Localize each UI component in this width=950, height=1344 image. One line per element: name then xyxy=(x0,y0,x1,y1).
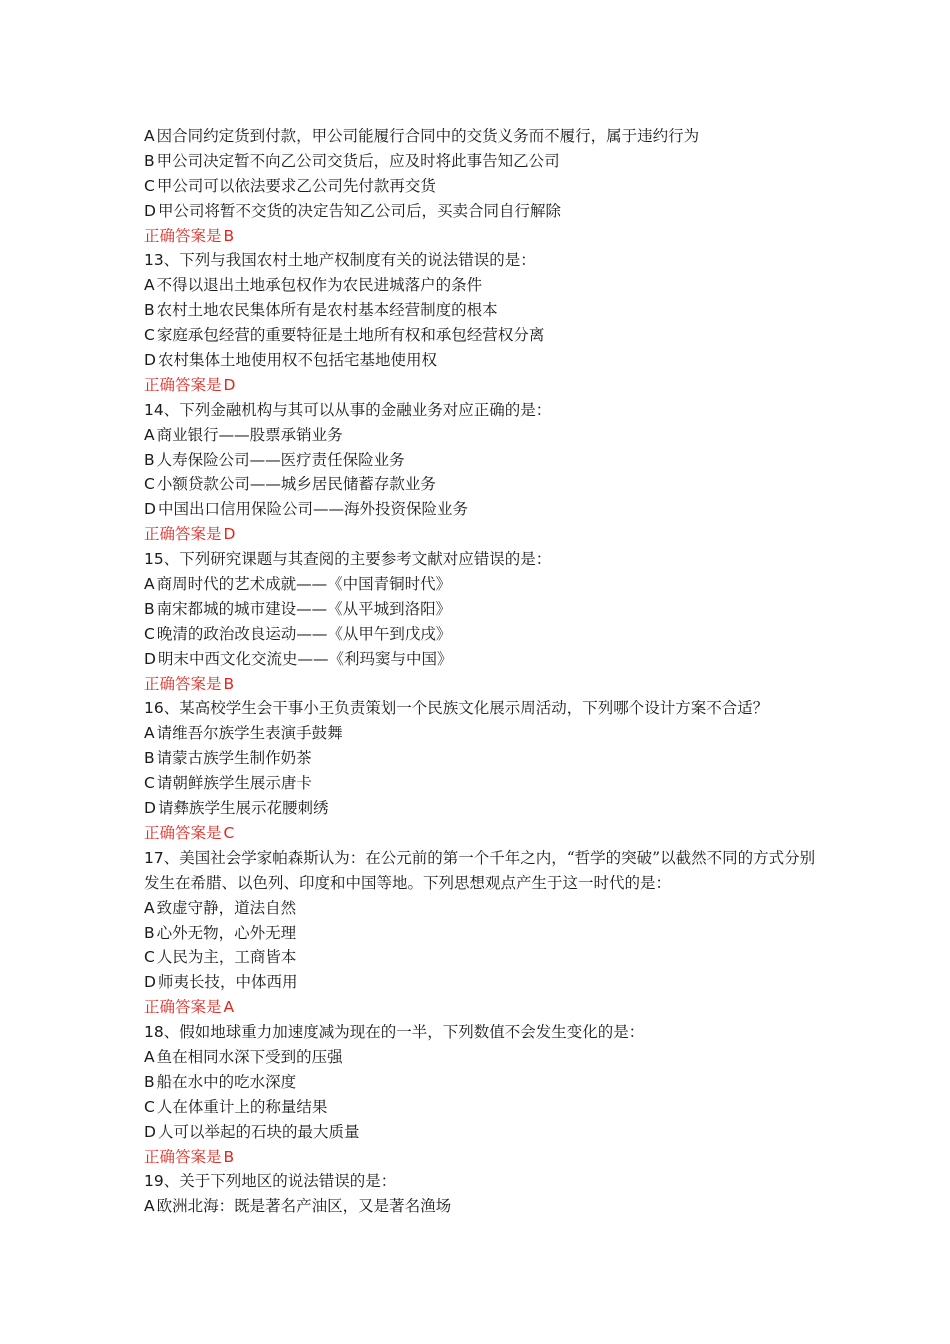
option-b: B 甲公司决定暂不向乙公司交货后，应及时将此事告知乙公司 xyxy=(144,151,560,170)
question-stem: 16、某高校学生会干事小王负责策划一个民族文化展示周活动，下列哪个设计方案不合适？ xyxy=(144,699,769,718)
option-b: B 农村土地农民集体所有是农村基本经营制度的根本 xyxy=(144,301,498,320)
question-15 xyxy=(144,547,824,696)
question-19 xyxy=(144,1169,824,1219)
question-12-continuation xyxy=(144,124,824,248)
correct-answer: 正确答案是 D xyxy=(144,525,236,544)
option-a: A 商周时代的艺术成就——《中国青铜时代》 xyxy=(144,575,452,594)
option-a: A 欧洲北海：既是著名产油区，又是著名渔场 xyxy=(144,1197,452,1216)
question-stem: 13、下列与我国农村土地产权制度有关的说法错误的是： xyxy=(144,251,536,270)
correct-answer: 正确答案是 B xyxy=(144,1147,235,1166)
option-d: D 请彝族学生展示花腰刺绣 xyxy=(144,799,329,818)
option-b: B 人寿保险公司——医疗责任保险业务 xyxy=(144,450,405,469)
question-18 xyxy=(144,1020,824,1169)
question-stem: 17、美国社会学家帕森斯认为：在公元前的第一个千年之内，“哲学的突破”以截然不同的方式分别发生在希腊、以色列、印度和中国等地。下列思想观点产生于这一时代的是： xyxy=(144,848,816,892)
option-a: A 鱼在相同水深下受到的压强 xyxy=(144,1047,343,1066)
option-a: A 因合同约定货到付款，甲公司能履行合同中的交货义务而不履行，属于违约行为 xyxy=(144,127,700,145)
option-c: C 请朝鲜族学生展示唐卡 xyxy=(144,774,312,793)
option-b: B 心外无物，心外无理 xyxy=(144,923,297,942)
option-d: D 人可以举起的石块的最大质量 xyxy=(144,1122,360,1141)
option-a: A 不得以退出土地承包权作为农民进城落户的条件 xyxy=(144,276,483,295)
correct-answer: 正确答案是 B xyxy=(144,226,235,245)
option-b: B 请蒙古族学生制作奶茶 xyxy=(144,749,312,768)
question-stem: 14、下列金融机构与其可以从事的金融业务对应正确的是： xyxy=(144,400,552,419)
option-a: A 商业银行——股票承销业务 xyxy=(144,425,343,444)
question-17 xyxy=(144,846,824,1020)
option-d: D 农村集体土地使用权不包括宅基地使用权 xyxy=(144,351,437,370)
correct-answer: 正确答案是 D xyxy=(144,375,236,394)
correct-answer: 正确答案是 B xyxy=(144,674,235,693)
question-stem: 19、关于下列地区的说法错误的是： xyxy=(144,1172,397,1191)
question-13 xyxy=(144,248,824,397)
correct-answer: 正确答案是 A xyxy=(144,998,235,1017)
option-c: C 人在体重计上的称量结果 xyxy=(144,1097,328,1116)
option-d: D 师夷长技，中体西用 xyxy=(144,973,298,992)
option-c: C 人民为主，工商皆本 xyxy=(144,948,297,967)
option-a: A 请维吾尔族学生表演手鼓舞 xyxy=(144,724,343,743)
option-d: D 中国出口信用保险公司——海外投资保险业务 xyxy=(144,500,468,519)
question-stem: 18、假如地球重力加速度减为现在的一半，下列数值不会发生变化的是： xyxy=(144,1023,645,1042)
option-d: D 明末中西文化交流史——《利玛窦与中国》 xyxy=(144,649,453,668)
question-16 xyxy=(144,696,824,845)
option-a: A 致虚守静，道法自然 xyxy=(144,898,297,917)
option-c: C 晚清的政治改良运动——《从甲午到戊戌》 xyxy=(144,624,452,643)
document-content xyxy=(144,124,824,1219)
option-b: B 南宋都城的城市建设——《从平城到洛阳》 xyxy=(144,599,452,618)
option-c: C 家庭承包经营的重要特征是土地所有权和承包经营权分离 xyxy=(144,326,545,345)
correct-answer: 正确答案是 C xyxy=(144,823,235,842)
option-d: D 甲公司将暂不交货的决定告知乙公司后，买卖合同自行解除 xyxy=(144,201,561,220)
question-14 xyxy=(144,398,824,547)
question-stem: 15、下列研究课题与其查阅的主要参考文献对应错误的是： xyxy=(144,550,552,569)
option-b: B 船在水中的吃水深度 xyxy=(144,1072,297,1091)
option-c: C 甲公司可以依法要求乙公司先付款再交货 xyxy=(144,176,436,195)
option-c: C 小额贷款公司——城乡居民储蓄存款业务 xyxy=(144,475,436,494)
